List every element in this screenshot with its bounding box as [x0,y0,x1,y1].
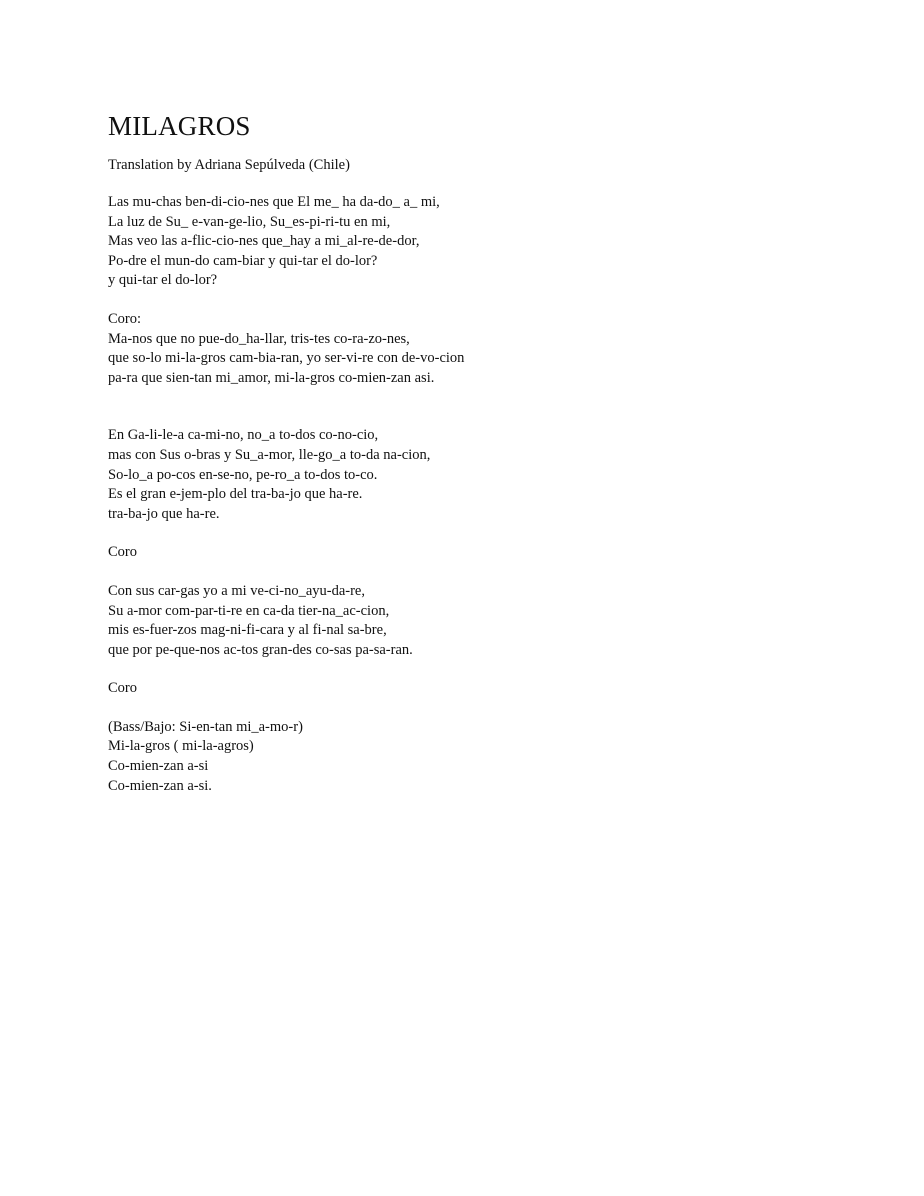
verse-line: Es el gran e-jem-plo del tra-ba-jo que ha-re. [108,486,363,503]
verse-line: Con sus car-gas yo a mi ve-ci-no_ayu-da-re, [108,582,365,599]
verse-line: mis es-fuer-zos mag-ni-fi-cara y al fi-nal sa-bre, [108,622,387,639]
verse-line: y qui-tar el do-lor? [108,272,218,289]
verse-line: La luz de Su_ e-van-ge-lio, Su_es-pi-ri-tu en mi, [108,213,391,230]
chorus-line: Ma-nos que no pue-do_ha-llar, tris-tes co-ra-zo-nes, [108,330,410,347]
verse-2 [108,426,828,524]
verse-line: Las mu-chas ben-di-cio-nes que El me_ ha da-do_ a_ mi, [108,194,440,210]
verse-3 [108,582,828,660]
chorus [108,310,828,388]
chorus-label: Coro [108,680,137,697]
chorus-heading: Coro: [108,310,142,327]
verse-line: mas con Sus o-bras y Su_a-mor, lle-go_a to-da na-cion, [108,446,431,463]
ending [108,718,828,796]
chorus-line: pa-ra que sien-tan mi_amor, mi-la-gros co-mien-zan asi. [108,369,435,386]
ending-line: (Bass/Bajo: Si-en-tan mi_a-mo-r) [108,718,303,735]
verse-line: que por pe-que-nos ac-tos gran-des co-sas pa-sa-ran. [108,641,413,658]
chorus-marker [108,543,828,563]
verse-line: En Ga-li-le-a ca-mi-no, no_a to-dos co-no-cio, [108,427,379,444]
verse-line: Su a-mor com-par-ti-re en ca-da tier-na_ac-cion, [108,602,390,619]
verse-line: So-lo_a po-cos en-se-no, pe-ro_a to-dos to-co. [108,466,378,483]
ending-line: Co-mien-zan a-si. [108,777,212,794]
document-page [108,110,828,815]
document-title: MILAGROS [108,111,251,141]
ending-line: Mi-la-gros ( mi-la-agros) [108,738,254,755]
chorus-label: Coro [108,544,137,561]
chorus-line: que so-lo mi-la-gros cam-bia-ran, yo ser-vi-re con de-vo-cion [108,350,465,367]
translation-credit: Translation by Adriana Sepúlveda (Chile) [108,157,350,173]
chorus-marker [108,679,828,699]
verse-line: Po-dre el mun-do cam-biar y qui-tar el do-lor? [108,252,378,269]
verse-1 [108,193,828,291]
verse-line: tra-ba-jo que ha-re. [108,505,220,522]
verse-line: Mas veo las a-flic-cio-nes que_hay a mi_al-re-de-dor, [108,233,420,250]
ending-line: Co-mien-zan a-si [108,758,209,775]
